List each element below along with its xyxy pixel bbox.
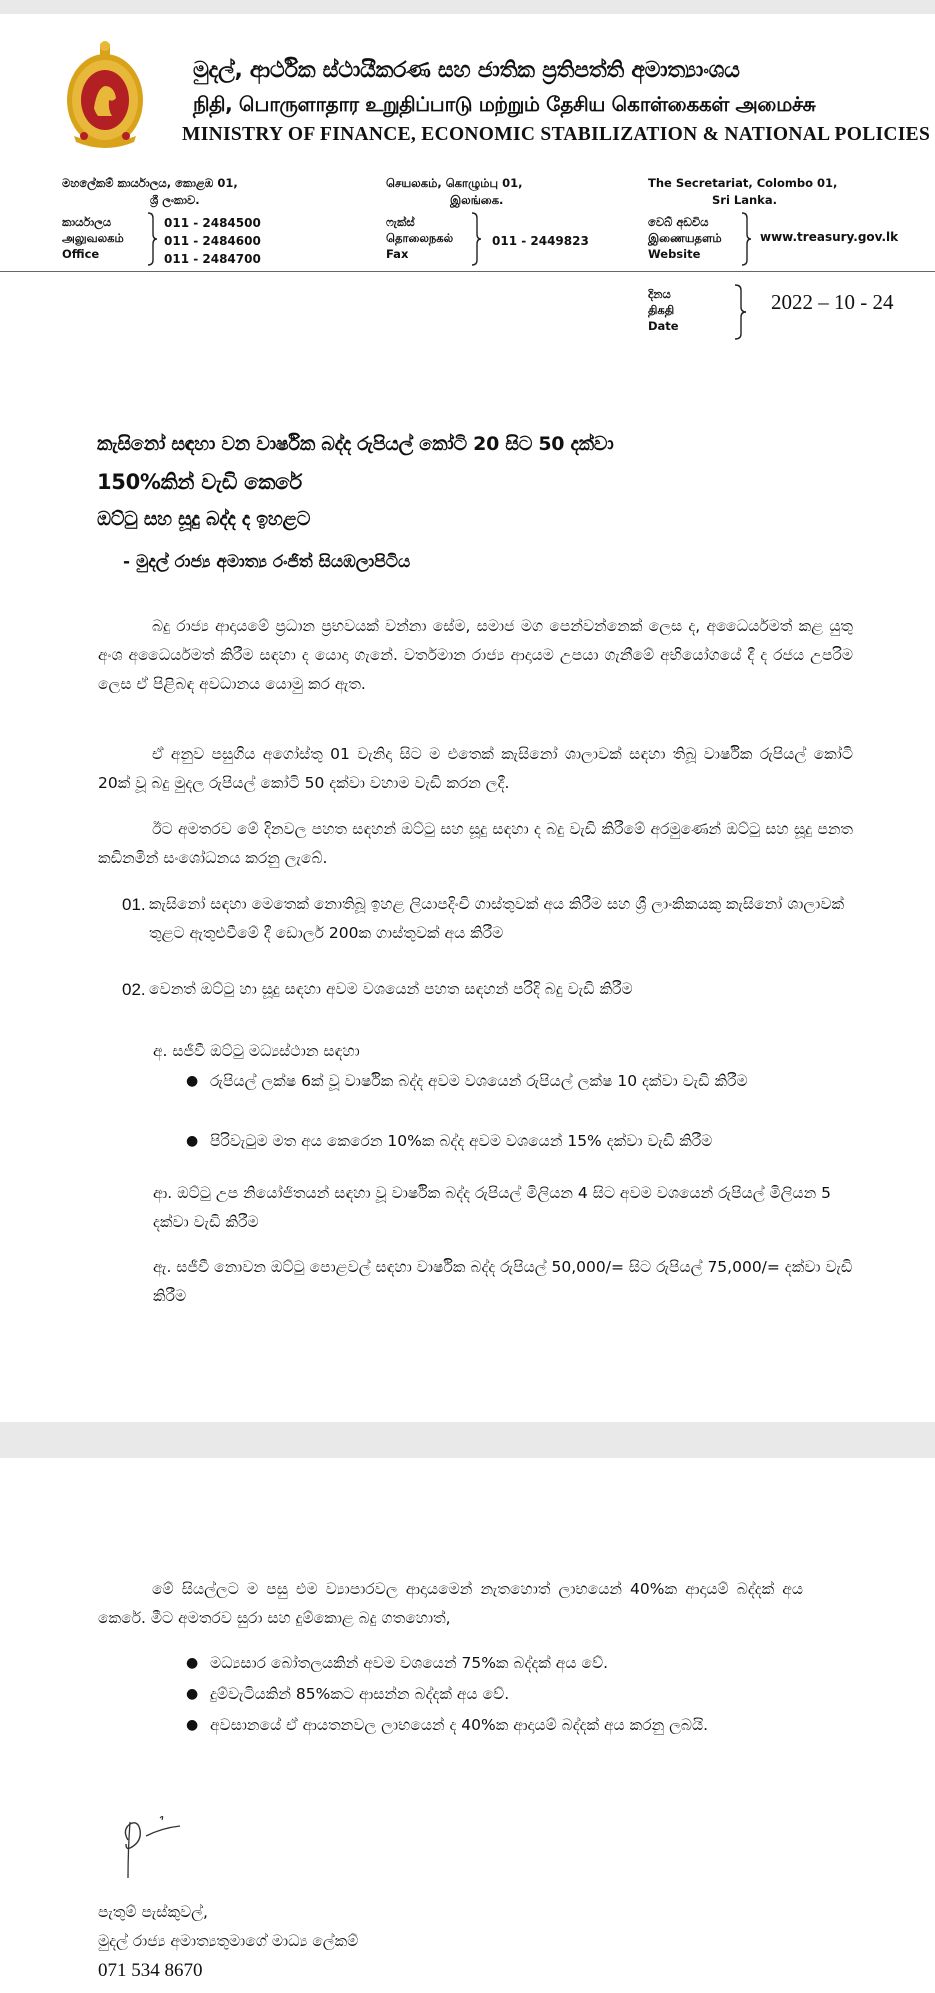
date-label-tamil: திகதி xyxy=(648,303,675,317)
handwritten-signature xyxy=(116,1800,226,1880)
bullet-text: රුපියල් ලක්ෂ 6ක් වූ වාර්ෂික බද්ද අවම වශයෙන් රුපියල් ලක්ෂ 10 දක්වා වැඩි කිරීම xyxy=(210,1072,748,1090)
paragraph-3: ඊට අමතරව මේ දිනවල පහත සඳහන් ඔට්ටු සහ සූදු සඳහා ද බදු වැඩි කිරීමේ අරමුණෙන් ඔට්ටු සහ සූදු පනත කඩිනමින් සංශෝධනය කරනු ලැබේ. xyxy=(98,820,853,867)
sub-item-ae: ඇ. සජීවී නොවන ඔට්ටු පොළවල් සඳහා වාර්ෂික බද්ද රුපියල් 50,000/= සිට රුපියල් 75,000/= දක්වා වැඩි කිරීම xyxy=(153,1258,853,1305)
address-tamil-line-2: இலங்கை. xyxy=(450,193,504,207)
page2-paragraph: මේ සියල්ලට ම පසු එම ව්‍යාපාරවල ආදායමෙන් නැතහොත් ලාභයෙන් 40%ක ආදායම් බද්දක් අය කෙරේ. මීට අමතරව සුරා සහ දුම්කොළ බදු ගතහොත්, xyxy=(98,1580,803,1627)
list-item-number: 01. xyxy=(122,895,146,914)
list-item-number: 02. xyxy=(122,980,146,999)
list-item-text: කැසිනෝ සඳහා මෙතෙක් නොතිබූ ඉහළ ලියාපදිංචි ගාස්තුවක් අය කිරීම සහ ශ්‍රී ලාංකිකයකු කැසිනෝ ශාලාවක් තුළට ඇතුළුවීමේ දී ඩොලර් 200ක ගාස්තුවක් අය කිරීම xyxy=(149,895,845,942)
headline-line-1: කැසිනෝ සඳහා වන වාර්ෂික බද්ද රුපියල් කෝටි 20 සිට 50 දක්වා xyxy=(97,433,614,455)
page2-bullet-1 xyxy=(186,1649,830,1678)
list-item-01 xyxy=(122,890,852,948)
header-divider xyxy=(0,271,935,272)
bullet-dot-icon: ● xyxy=(186,1717,199,1733)
fax-number: 011 - 2449823 xyxy=(492,234,589,248)
fax-label-tamil: தொலைநகல் xyxy=(386,231,454,245)
fax-label xyxy=(386,214,453,262)
office-number-1: 011 - 2484500 xyxy=(164,216,261,230)
address-sinhala-line-1: මහලේකම් කාර්යාලය, කොළඹ 01, xyxy=(62,176,238,190)
bullet-text: මධ්‍යසාර බෝතලයකින් අවම වශයෙන් 75%ක බද්දක් අය වේ. xyxy=(210,1654,609,1672)
date-label-english: Date xyxy=(648,319,679,333)
bullet-dot-icon: ● xyxy=(186,1073,199,1089)
paragraph-1: බදු රාජ්‍ය ආදායමේ ප්‍රධාන ප්‍රභවයක් වන්නා සේම, සමාජ මග පෙන්වන්නෙක් ලෙස ද, අධෛර්යමත් කළ යුතු අංශ අධෛර්යමත් කිරීම සඳහා ද යොදා ගැනේ. වර්තමාන රාජ්‍ය ආදායම උපයා ගැනීමේ අභියෝගයේ දී ද රජය උපරිම ලෙස ඒ පිළිබඳ අවධානය යොමු කර ඇත. xyxy=(98,617,853,693)
office-label xyxy=(62,214,124,262)
sub-a-bullet-2 xyxy=(186,1127,870,1156)
website-label xyxy=(648,214,722,262)
page2-bullet-2 xyxy=(186,1680,830,1709)
contact-phone: 071 534 8670 xyxy=(98,1960,203,1981)
fax-brace-icon xyxy=(470,212,482,266)
attribution: - මුදල් රාජ්‍ය අමාත්‍ය රංජිත් සියඹලාපිටිය xyxy=(123,552,411,572)
bullet-dot-icon: ● xyxy=(186,1686,199,1702)
bullet-text: පිරිවැටුම මත අය කෙරෙන 10%ක බද්ද අවම වශයෙන් 15% දක්වා වැඩි කිරීම xyxy=(210,1132,713,1150)
address-sinhala-line-2: ශ්‍රී ලංකාව. xyxy=(150,193,200,207)
office-brace-icon xyxy=(146,212,158,266)
bullet-text: දුම්වැටියකින් 85%කට ආසන්න බද්දක් අය වේ. xyxy=(210,1685,510,1703)
fax-label-sinhala: ෆැක්ස් xyxy=(386,215,415,229)
page2-bullet-3 xyxy=(186,1711,810,1740)
ministry-title-sinhala: මුදල්, ආර්ථික ස්ථායීකරණ සහ ජාතික ප්‍රතිපත්ති අමාත්‍යාංශය xyxy=(193,58,740,83)
signoff-name: පැතුම් පැස්කුවල්, xyxy=(98,1903,208,1921)
ministry-title-tamil: நிதி, பொருளாதார உறுதிப்பாடு மற்றும் தேசிய கொள்கைகள் அமைச்சு xyxy=(193,92,816,116)
office-numbers xyxy=(164,214,261,268)
headline-line-3: ඔට්ටු සහ සූදු බද්ද ද ඉහළට xyxy=(97,508,311,530)
office-number-2: 011 - 2484600 xyxy=(164,234,261,248)
address-english-line-2: Sri Lanka. xyxy=(712,193,777,207)
office-label-sinhala: කාර්යාලය xyxy=(62,215,112,229)
date-brace-icon xyxy=(733,284,747,340)
list-item-text: වෙනත් ඔට්ටු හා සූදු සඳහා අවම වශයෙන් පහත සඳහන් පරිදි බදු වැඩි කිරීම xyxy=(149,980,633,998)
address-english xyxy=(648,175,837,209)
office-label-english: Office xyxy=(62,247,100,261)
website-label-english: Website xyxy=(648,247,701,261)
website-link[interactable]: www.treasury.gov.lk xyxy=(760,230,899,244)
bullet-dot-icon: ● xyxy=(186,1655,199,1671)
address-english-line-1: The Secretariat, Colombo 01, xyxy=(648,176,838,190)
paragraph-2: ඒ අනුව පසුගිය අගෝස්තු 01 වැනිදා සිට ම එතෙක් කැසිනෝ ශාලාවක් සඳහා තිබූ වාර්ෂික රුපියල් කෝටි 20ක් වූ බදු මුදල රුපියල් කෝටි 50 දක්වා වහාම වැඩි කරන ලදී. xyxy=(98,745,853,792)
address-sinhala xyxy=(62,175,238,209)
sri-lanka-emblem-icon xyxy=(64,40,146,152)
fax-label-english: Fax xyxy=(386,247,409,261)
address-tamil xyxy=(386,175,523,209)
website-label-sinhala: වෙබ් අඩවිය xyxy=(648,215,709,229)
date-label-sinhala: දිනය xyxy=(648,287,671,301)
date-label xyxy=(648,286,679,334)
list-item-02 xyxy=(122,975,852,1004)
ministry-title-english: MINISTRY OF FINANCE, ECONOMIC STABILIZATION & NATIONAL POLICIES xyxy=(182,124,931,145)
address-tamil-line-1: செயலகம், கொழும்பு 01, xyxy=(386,176,523,190)
sub-a-bullet-1 xyxy=(186,1067,830,1096)
bullet-text: අවසානයේ ඒ ආයතනවල ලාභයෙන් ද 40%ක ආදායම් බද්දක් අය කරනු ලබයි. xyxy=(210,1716,709,1734)
document-date: 2022 – 10 - 24 xyxy=(771,290,894,314)
office-number-3: 011 - 2484700 xyxy=(164,252,261,266)
sub-item-aa: ආ. ඔට්ටු උප නියෝජිතයන් සඳහා වූ වාර්ෂික බද්ද රුපියල් මිලියන 4 සිට අවම වශයෙන් රුපියල් මිලියන 5 දක්වා වැඩි කිරීම xyxy=(153,1184,831,1231)
sub-item-a: අ. සජීවී ඔට්ටු මධ්‍යස්ථාන සඳහා xyxy=(153,1042,360,1060)
headline-line-2: 150%කින් වැඩි කෙරේ xyxy=(97,470,302,494)
signoff-title: මුදල් රාජ්‍ය අමාත්‍යතුමාගේ මාධ්‍ය ලේකම් xyxy=(98,1932,359,1950)
bullet-dot-icon: ● xyxy=(186,1133,199,1149)
office-label-tamil: அலுவலகம் xyxy=(62,231,124,245)
website-brace-icon xyxy=(740,212,752,266)
website-label-tamil: இணையதளம் xyxy=(648,231,722,245)
